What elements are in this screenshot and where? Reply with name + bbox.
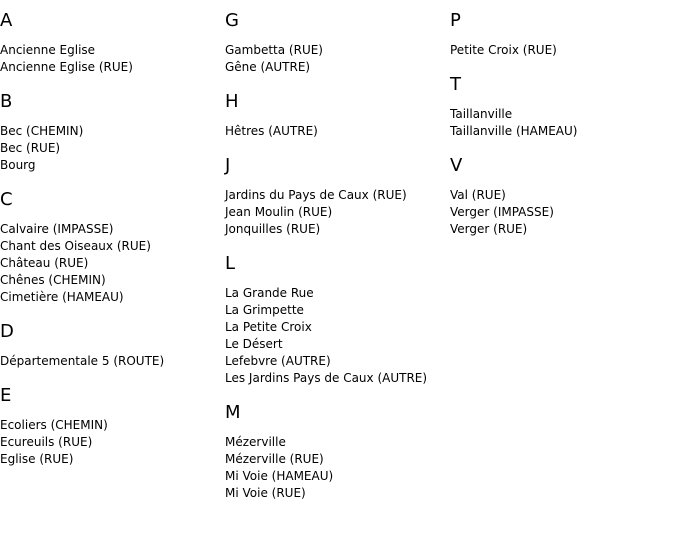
street-entry[interactable]: Verger (IMPASSE) <box>450 205 554 219</box>
section-letter-heading: V <box>450 155 463 176</box>
street-entry[interactable]: Les Jardins Pays de Caux (AUTRE) <box>225 371 428 385</box>
street-list <box>0 42 222 76</box>
street-entry[interactable]: Château (RUE) <box>0 256 89 270</box>
index-column <box>0 10 222 483</box>
street-entry[interactable]: Lefebvre (AUTRE) <box>225 354 331 368</box>
street-entry[interactable]: La Petite Croix <box>225 320 312 334</box>
street-entry[interactable]: Jean Moulin (RUE) <box>225 205 333 219</box>
index-column <box>450 10 672 253</box>
street-entry[interactable]: Gambetta (RUE) <box>225 43 323 57</box>
street-entry[interactable]: Chant des Oiseaux (RUE) <box>0 239 151 253</box>
section-letter-heading: G <box>225 10 239 31</box>
section-letter-heading: L <box>225 253 236 274</box>
street-list <box>0 417 222 468</box>
street-list <box>0 123 222 174</box>
street-entry[interactable]: Mi Voie (RUE) <box>225 486 306 500</box>
section-letter-heading: D <box>0 321 14 342</box>
street-list <box>450 106 672 140</box>
street-entry[interactable]: Ancienne Eglise (RUE) <box>0 60 133 74</box>
letter-section <box>225 253 447 387</box>
street-entry[interactable]: Le Désert <box>225 337 283 351</box>
section-letter-heading: C <box>0 189 13 210</box>
street-list <box>450 187 672 238</box>
street-entry[interactable]: Ecoliers (CHEMIN) <box>0 418 108 432</box>
letter-section <box>225 10 447 76</box>
street-list <box>225 187 447 238</box>
letter-section <box>225 155 447 238</box>
street-entry[interactable]: Val (RUE) <box>450 188 506 202</box>
street-entry[interactable]: Ecureuils (RUE) <box>0 435 93 449</box>
index-column <box>225 10 447 517</box>
section-letter-heading: A <box>0 10 13 31</box>
street-entry[interactable]: Départementale 5 (ROUTE) <box>0 354 165 368</box>
section-letter-heading: P <box>450 10 461 31</box>
street-entry[interactable]: Verger (RUE) <box>450 222 528 236</box>
street-entry[interactable]: Bourg <box>0 158 36 172</box>
street-list <box>0 353 222 370</box>
street-entry[interactable]: Mi Voie (HAMEAU) <box>225 469 334 483</box>
street-entry[interactable]: Bec (CHEMIN) <box>0 124 84 138</box>
street-list <box>225 434 447 502</box>
street-entry[interactable]: Jardins du Pays de Caux (RUE) <box>225 188 407 202</box>
letter-section <box>225 91 447 140</box>
section-letter-heading: M <box>225 402 241 423</box>
section-letter-heading: E <box>0 385 12 406</box>
street-entry[interactable]: Taillanville <box>450 107 513 121</box>
street-list <box>0 221 222 306</box>
street-entry[interactable]: Mézerville (RUE) <box>225 452 324 466</box>
street-entry[interactable]: Jonquilles (RUE) <box>225 222 321 236</box>
street-entry[interactable]: La Grande Rue <box>225 286 314 300</box>
section-letter-heading: B <box>0 91 13 112</box>
section-letter-heading: H <box>225 91 239 112</box>
street-entry[interactable]: La Grimpette <box>225 303 304 317</box>
letter-section <box>0 321 222 370</box>
street-list <box>225 123 447 140</box>
section-letter-heading: J <box>225 155 231 176</box>
letter-section <box>450 74 672 140</box>
street-entry[interactable]: Calvaire (IMPASSE) <box>0 222 114 236</box>
street-list <box>225 285 447 387</box>
letter-section <box>0 10 222 76</box>
street-entry[interactable]: Gêne (AUTRE) <box>225 60 311 74</box>
letter-section <box>0 385 222 468</box>
section-letter-heading: T <box>450 74 461 95</box>
street-list <box>225 42 447 76</box>
letter-section <box>0 91 222 174</box>
street-entry[interactable]: Taillanville (HAMEAU) <box>450 124 578 138</box>
street-entry[interactable]: Cimetière (HAMEAU) <box>0 290 124 304</box>
letter-section <box>0 189 222 306</box>
street-entry[interactable]: Eglise (RUE) <box>0 452 74 466</box>
street-entry[interactable]: Chênes (CHEMIN) <box>0 273 106 287</box>
street-entry[interactable]: Mézerville <box>225 435 286 449</box>
street-entry[interactable]: Hêtres (AUTRE) <box>225 124 318 138</box>
street-list <box>450 42 672 59</box>
letter-section <box>225 402 447 502</box>
street-entry[interactable]: Bec (RUE) <box>0 141 61 155</box>
street-entry[interactable]: Ancienne Eglise <box>0 43 96 57</box>
letter-section <box>450 10 672 59</box>
letter-section <box>450 155 672 238</box>
street-entry[interactable]: Petite Croix (RUE) <box>450 43 557 57</box>
